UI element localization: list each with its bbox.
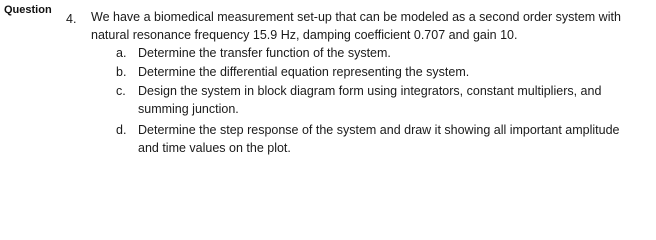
- item-a-text: Determine the transfer function of the system.: [138, 46, 391, 60]
- question-label: Question: [4, 4, 52, 16]
- item-d-letter: d.: [116, 123, 127, 137]
- question-intro-line-2: natural resonance frequency 15.9 Hz, damping coefficient 0.707 and gain 10.: [91, 28, 518, 42]
- item-b-letter: b.: [116, 65, 127, 79]
- item-c-text-line-1: Design the system in block diagram form using integrators, constant multipliers, and: [138, 84, 602, 98]
- item-d-text-line-2: and time values on the plot.: [138, 141, 291, 155]
- item-d-text-line-1: Determine the step response of the system and draw it showing all important amplitude: [138, 123, 620, 137]
- item-b-text: Determine the differential equation representing the system.: [138, 65, 470, 79]
- item-c-text-line-2: summing junction.: [138, 102, 239, 116]
- question-number: 4.: [66, 12, 77, 26]
- item-a-letter: a.: [116, 46, 127, 60]
- question-intro-line-1: We have a biomedical measurement set-up that can be modeled as a second order system with: [91, 10, 621, 24]
- item-c-letter: c.: [116, 84, 126, 98]
